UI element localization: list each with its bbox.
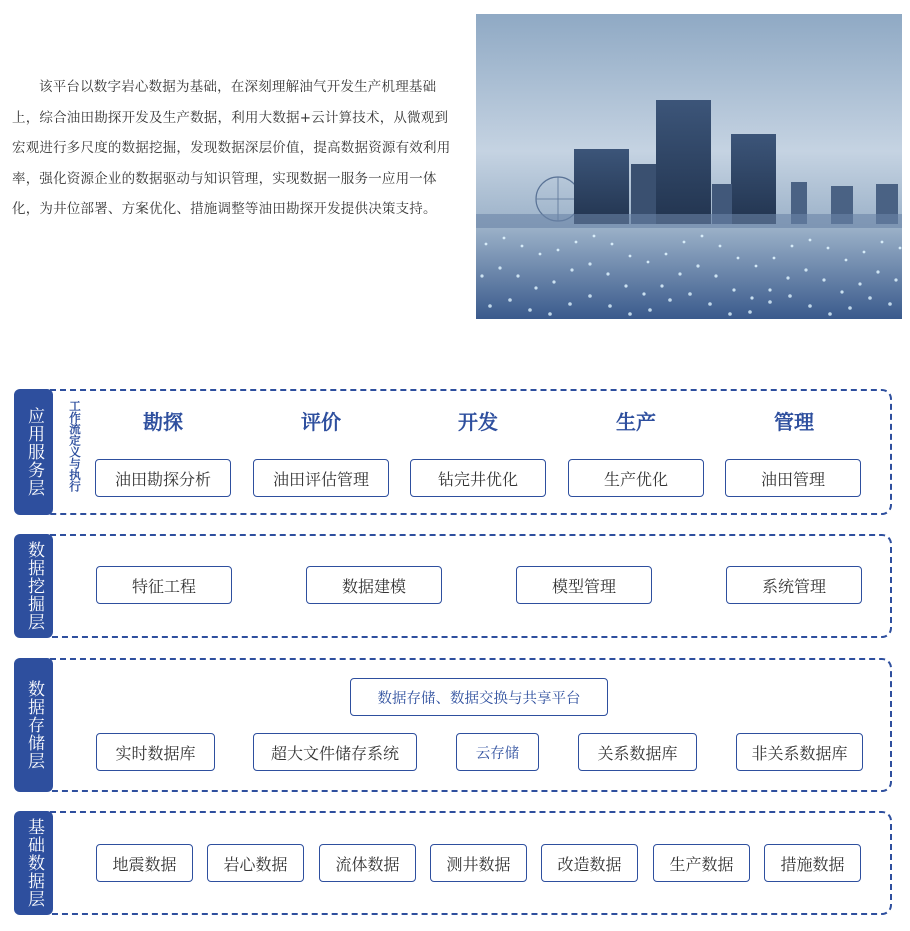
base-box-logging-data: 测井数据	[430, 844, 527, 882]
base-box-fluid-data: 流体数据	[319, 844, 416, 882]
app-box-oilfield-management: 油田管理	[725, 459, 861, 497]
mining-box-feature-engineering: 特征工程	[96, 566, 232, 604]
base-box-production-data: 生产数据	[653, 844, 750, 882]
layer-label-base: 基础数据层	[14, 811, 53, 915]
storage-box-nonrelational-db: 非关系数据库	[736, 733, 863, 771]
base-box-seismic-data: 地震数据	[96, 844, 193, 882]
layer-label-mining: 数据挖掘层	[14, 534, 53, 638]
base-box-core-data: 岩心数据	[207, 844, 304, 882]
intro-paragraph: 该平台以数字岩心数据为基础，在深刻理解油气开发生产机理基础上，综合油田勘探开发及生产数据，利用大数据+云计算技术，从微观到宏观进行多尺度的数据挖掘，发现数据深层价值，提高数据资源有效利用率，强化资源企业的数据驱动与知识管理，实现数据一服务一应用一体化，为井位部署、方案优化、措施调整等油田勘探开发提供决策支持。	[12, 79, 451, 217]
layer-label-app: 应用服务层	[14, 389, 53, 515]
category-exploration: 勘探	[143, 410, 183, 434]
workflow-label: 工作流定义与执行	[68, 400, 82, 492]
app-box-exploration-analysis: 油田勘探分析	[95, 459, 231, 497]
mining-box-data-modeling: 数据建模	[306, 566, 442, 604]
storage-box-relational-db: 关系数据库	[578, 733, 697, 771]
storage-box-cloud-storage: 云存储	[456, 733, 539, 771]
base-box-measure-data: 措施数据	[764, 844, 861, 882]
category-development: 开发	[458, 410, 498, 434]
mining-box-system-management: 系统管理	[726, 566, 862, 604]
mining-box-model-management: 模型管理	[516, 566, 652, 604]
category-production: 生产	[616, 410, 656, 434]
app-box-drilling-optimization: 钻完井优化	[410, 459, 546, 497]
app-box-evaluation-management: 油田评估管理	[253, 459, 389, 497]
layer-label-storage: 数据存储层	[14, 658, 53, 792]
base-box-stimulation-data: 改造数据	[541, 844, 638, 882]
storage-box-large-file-system: 超大文件储存系统	[253, 733, 417, 771]
category-evaluation: 评价	[301, 410, 341, 434]
app-box-production-optimization: 生产优化	[568, 459, 704, 497]
storage-box-realtime-db: 实时数据库	[96, 733, 215, 771]
category-management: 管理	[774, 410, 814, 434]
city-skyline-image	[476, 14, 902, 319]
storage-platform-box: 数据存储、数据交换与共享平台	[350, 678, 608, 716]
